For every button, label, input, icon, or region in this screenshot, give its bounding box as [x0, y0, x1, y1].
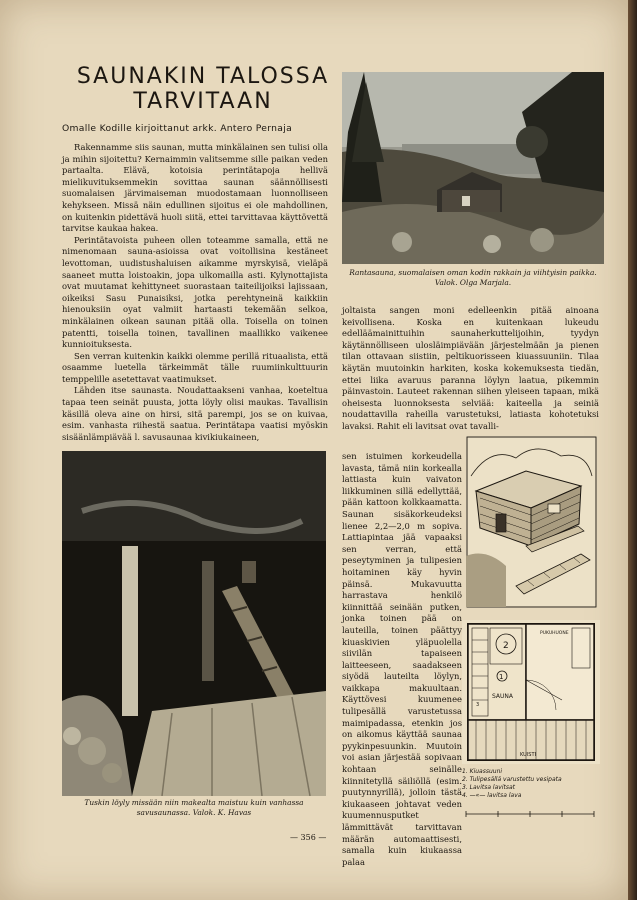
- lakeside-sauna-photo: [342, 72, 604, 264]
- plan-label-pukuhuone: PUKUHUONE: [540, 631, 569, 636]
- sauna-floor-plan: [462, 620, 600, 764]
- photo-caption-2: Tuskin löyly missään niin makealta maistuu kuin vanhassa savusaunassa. Valok. K. Havas: [84, 798, 304, 817]
- plan-number-1: 1: [499, 673, 504, 681]
- text-column-1: [62, 142, 328, 443]
- paragraph: Rakennamme siis saunan, mutta minkälainen sen tulisi olla ja mihin sijoitettu? Kernaimmin valitsemme sille paikan veden partaalta. Elävä, kotoisia perintätapoja hellivä mielikuvituksemmekin sovittaa saunan säännöllisesti suomalaisen järvimaiseman muodostamaan luonnolliseen kehykseen. Missä näin edullinen sijoitus ei ole mahdollinen, on kuitenkin pidettävä huoli siitä, ettei tarvittavaa käyttövettä tarvitse kaukaa hakea.: [62, 142, 328, 234]
- plan-label-kuisti: KUISTI: [520, 752, 536, 758]
- legend-item: 2. Tulipesällä varustettu vesipata: [462, 776, 562, 783]
- text-column-3: [342, 451, 462, 868]
- paragraph: joltaista sangen moni edelleenkin pitää ainoana keivollisena. Koska en kuitenkaan lukeudu edelläämainittuihin saunaherkuttelijoihin, tyydyn käytännölliseen ulosläimpiävään järjestelmään ja pienen tilan ottavaan siistiin, peltikuorisseen kiuassuuniin. Tilaa käytän muutoinkin harkiten, koska kokemuksesta tiedän, ettei liika avaruus paranna löylyn laatua, pikemmin päinvastoin. Lauteet rakennan siihen yleiseen tapaan, mikä oheisesta luonnoksesta selviää: kaiteella ja seiniä noudattavilla raheilla varustetuksi, latiasta kohotetuksi lavaksi. Rahit eli lavitsat ovat tavalli-: [342, 305, 599, 431]
- photo-caption-1: Rantasauna, suomalaisen oman kodin rakkain ja viihtyisin paikka. Valok. Olga Marjala.: [349, 268, 597, 287]
- title-line-2: TARVITAAN: [133, 89, 273, 114]
- article-byline: Omalle Kodille kirjoittanut arkk. Antero Pernaja: [62, 123, 293, 134]
- plan-label-sauna: SAUNA: [492, 693, 514, 700]
- plan-number-2: 2: [503, 641, 509, 651]
- plan-number-3: 3: [476, 702, 480, 708]
- book-spine-edge: [628, 0, 637, 900]
- article-title: [62, 64, 344, 114]
- paragraph: Sen verran kuitenkin kaikki olemme perillä rituaalista, että osaamme luetella tärkeimmät tälle ruumiinkulttuurin temppelille asetettavat vaatimukset.: [62, 350, 328, 384]
- paragraph: Lähden itse saunasta. Noudattaakseni vanhaa, koeteltua tapaa teen seinät puusta, jotta löyly olisi maukas. Tavallisin käsillä oleva aine on hirsi, sitä parempi, jos se on kuivaa, esim. vanhasta riihestä saatua. Perintätapa vaatisi myöskin sisäänlämpiävää l. savusaunaa kivikiukaineen,: [62, 385, 328, 442]
- text-column-2: [342, 305, 599, 433]
- paragraph: Perintätavoista puheen ollen toteamme samalla, että ne nimenomaan sauna-asioissa ovat voitollisina kestäneet levottoman, uudistushaluisen aikamme myrskyisä, vieläpä saaneet mutta loistoakin, jopa ulkomailla asti. Kylynottajista ovat muutamat kehittyneet suorastaan taiteilijoiksi lajissaan, oikeiksi Sasu Punaisiksi, jotka perehtyneinä kaikkiin hienouksiin oyat valmiit hartaasti tekemään selkoa, minkälainen oikean saunan pitää olla. Toisella on toinen patentti, toisella toinen, tavallinen maallikko vaikenee kunnioituksesta.: [62, 234, 328, 350]
- title-line-1: SAUNAKIN TALOSSA: [76, 64, 330, 89]
- sauna-perspective-drawing: [466, 436, 597, 608]
- plan-legend: [462, 768, 602, 800]
- scale-bar: [464, 808, 596, 818]
- legend-item: 3. Lavitsa lavitsat: [462, 784, 516, 791]
- page-number: — 356 —: [290, 833, 327, 842]
- smoke-sauna-interior-photo: [62, 451, 326, 796]
- legend-item: 4. —«— lavitsa lava: [462, 792, 522, 799]
- paragraph: sen istuimen korkeudella lavasta, tämä niin korkealla lattiasta kuin vaivaton liikkuminen sillä edellyttää, pään kattoon kolkkaamatta. Saunan sisäkorkeudeksi lienee 2,2—2,0 m sopiva. Lattiapintaa jää vapaaksi sen verran, että peseytyminen ja tulipesien hoitaminen käy hyvin päinsä. Mukavuutta harrastava henkilö kiinnittää seinään putken, jonka toinen pää on lauteilla, toinen päättyy kiuaskivien yläpuolella siivilän tapaiseen laitteeseen, saadakseen siyödä lauteilta löylyn, vaikkapa makuultaan. Käyttövesi kuumenee tulipesällä varustetussa maimipadassa, etenkin jos on aikomus käyttää saunaa pyykinpesuunkin. Muutoin voi asian järjestää sopivaan kohtaan seinälle kiinnitetyllä säiliöllä (esim. puutynnyrillä), jolloin tästä kiukaaseen johtavat veden kuumennusputket lämmittävät tarvittavan määrän automaattisesti, samalla kuin kiukaassa palaa: [342, 451, 462, 867]
- legend-item: 1. Kiuassuuni: [462, 768, 503, 775]
